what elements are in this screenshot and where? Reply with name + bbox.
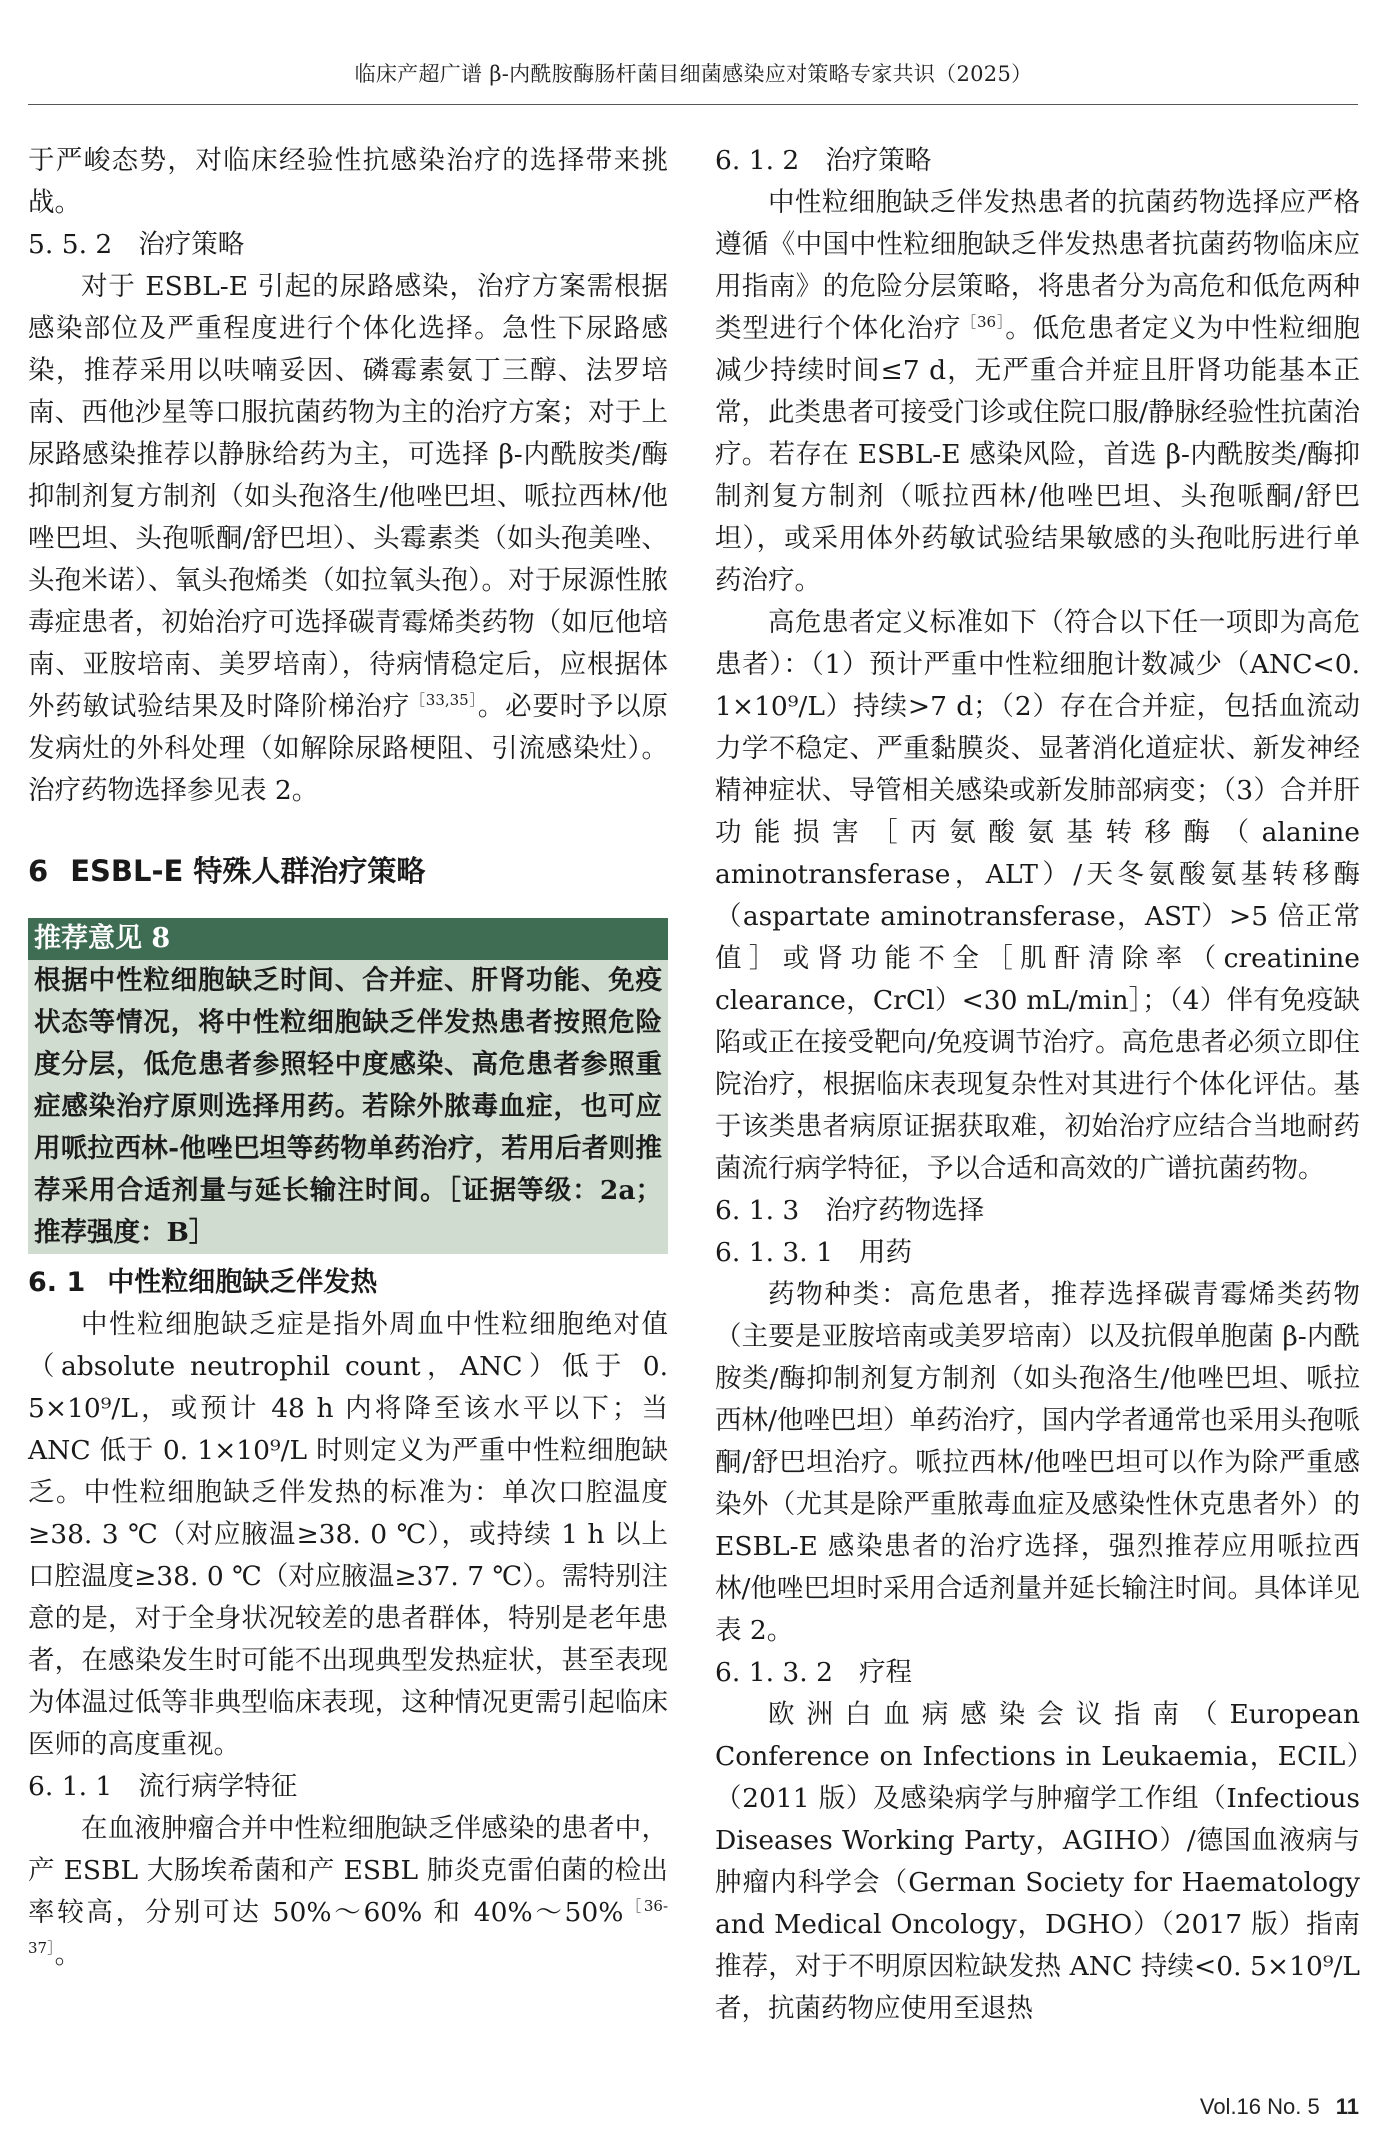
heading-6-1-3 xyxy=(715,1190,1360,1232)
heading-6-1-2 xyxy=(715,140,1360,182)
heading-text: 中性粒细胞缺乏伴发热 xyxy=(107,1267,378,1298)
heading-text: 疗程 xyxy=(858,1657,912,1688)
paragraph-6-1-3-2: 欧洲白血病感染会议指南（European Conference on Infections in Leukaemia，ECIL）（2011 版）及感染病学与肿瘤学工作组（Infectious Diseases Working Party，AGIHO）/德国血液病与肿瘤内科学会（German Society for Haematology and Medical Oncology，DGHO）（2017 版）指南推荐，对于不明原因粒缺发热 ANC 持续<0. 5×10⁹/L 者，抗菌药物应使用至退热 xyxy=(715,1699,1360,2024)
paragraph-text: 。必要时予以原发病灶的外科处理（如解除尿路梗阻、引流感染灶）。治疗药物选择参见表 2。 xyxy=(28,691,669,806)
recommendation-box xyxy=(28,918,668,1254)
paragraph-6-1-1 xyxy=(28,1808,668,1976)
heading-number: 6. 1. 1 xyxy=(28,1771,113,1802)
paragraph-6-1-3-1: 药物种类：高危患者，推荐选择碳青霉烯类药物（主要是亚胺培南或美罗培南）以及抗假单胞菌 β-内酰胺类/酶抑制剂复方制剂（如头孢洛生/他唑巴坦、哌拉西林/他唑巴坦）单药治疗，国内学者通常也采用头孢哌酮/舒巴坦治疗。哌拉西林/他唑巴坦可以作为除严重感染外（尤其是除严重脓毒血症及感染性休克患者外）的 ESBL-E 感染患者的治疗选择，强烈推荐应用哌拉西林/他唑巴坦时采用合适剂量并延长输注时间。具体详见表 2。 xyxy=(715,1279,1360,1646)
section-6-heading xyxy=(28,850,668,892)
heading-number: 6. 1 xyxy=(28,1267,86,1298)
header-divider xyxy=(28,104,1358,105)
heading-6-1-3-2 xyxy=(715,1652,1360,1694)
paragraph-text: 对于 ESBL-E 引起的尿路感染，治疗方案需根据感染部位及严重程度进行个体化选择。急性下尿路感染，推荐采用以呋喃妥因、磷霉素氨丁三醇、法罗培南、西他沙星等口服抗菌药物为主的治疗方案；对于上尿路感染推荐以静脉给药为主，可选择 β-内酰胺类/酶抑制剂复方制剂（如头孢洛生/他唑巴坦、哌拉西林/他唑巴坦、头孢哌酮/舒巴坦）、头霉素类（如头孢美唑、头孢米诺）、氧头孢烯类（如拉氧头孢）。对于尿源性脓毒症患者，初始治疗可选择碳青霉烯类药物（如厄他培南、亚胺培南、美罗培南），待病情稳定后，应根据体外药敏试验结果及时降阶梯治疗 xyxy=(28,271,668,722)
heading-number: 6. 1. 2 xyxy=(715,145,800,176)
left-column xyxy=(28,140,668,1976)
journal-volume: Vol.16 No. 5 xyxy=(1199,2094,1320,2119)
heading-text: 治疗策略 xyxy=(138,229,245,260)
heading-6-1-3-1 xyxy=(715,1232,1360,1274)
heading-number: 6. 1. 3. 1 xyxy=(715,1237,833,1268)
paragraph-6-1-2-b: 高危患者定义标准如下（符合以下任一项即为高危患者）：（1）预计严重中性粒细胞计数减少（ANC<0. 1×10⁹/L）持续>7 d；（2）存在合并症，包括血流动力学不稳定、严重黏膜炎、显著消化道症状、新发神经精神症状、导管相关感染或新发肺部病变；（3）合并肝功能损害［丙氨酸氨基转移酶（alanine aminotransferase，ALT）/天冬氨酸氨基转移酶（aspartate aminotransferase，AST）>5 倍正常值］或肾功能不全［肌酐清除率（creatinine clearance，CrCl）<30 mL/min］；（4）伴有免疫缺陷或正在接受靶向/免疫调节治疗。高危患者必须立即住院治疗，根据临床表现复杂性对其进行个体化评估。基于该类患者病原证据获取难，初始治疗应结合当地耐药菌流行病学特征，予以合适和高效的广谱抗菌药物。 xyxy=(715,607,1360,1184)
carryover-paragraph: 于严峻态势，对临床经验性抗感染治疗的选择带来挑战。 xyxy=(28,145,668,218)
page-number: 11 xyxy=(1335,2094,1359,2119)
paragraph-6-1-2-a xyxy=(715,182,1360,602)
heading-text: 流行病学特征 xyxy=(138,1771,298,1802)
page-footer xyxy=(1200,2094,1359,2120)
heading-text: 治疗策略 xyxy=(825,145,932,176)
heading-number: 6. 1. 3. 2 xyxy=(715,1657,833,1688)
paragraph-text: 。低危患者定义为中性粒细胞减少持续时间≤7 d，无严重合并症且肝肾功能基本正常，此类患者可接受门诊或住院口服/静脉经验性抗菌治疗。若存在 ESBL-E 感染风险，首选 β-内酰胺类/酶抑制剂复方制剂（哌拉西林/他唑巴坦、头孢哌酮/舒巴坦），或采用体外药敏试验结果敏感的头孢吡肟进行单药治疗。 xyxy=(715,313,1360,596)
heading-number: 6. 1. 3 xyxy=(715,1195,800,1226)
section-title: ESBL-E 特殊人群治疗策略 xyxy=(70,854,426,888)
recommendation-body: 根据中性粒细胞缺乏时间、合并症、肝肾功能、免疫状态等情况，将中性粒细胞缺乏伴发热患者按照危险度分层，低危患者参照轻中度感染、高危患者参照重症感染治疗原则选择用药。若除外脓毒血症，也可应用哌拉西林-他唑巴坦等药物单药治疗，若用后者则推荐采用合适剂量与延长输注时间。［证据等级：2a；推荐强度：B］ xyxy=(28,960,668,1254)
heading-number: 5. 5. 2 xyxy=(28,229,113,260)
running-header-title: 临床产超广谱 β-内酰胺酶肠杆菌目细菌感染应对策略专家共识（2025） xyxy=(354,62,1033,86)
section-number: 6 xyxy=(28,854,49,888)
recommendation-title: 推荐意见 8 xyxy=(28,918,668,960)
paragraph-text: 。 xyxy=(54,1939,82,1970)
paragraph-5-5-2 xyxy=(28,266,668,812)
citation-ref: ［36］ xyxy=(961,313,1006,332)
citation-ref: ［33,35］ xyxy=(410,691,478,710)
paragraph-text: 中性粒细胞缺乏伴发热患者的抗菌药物选择应严格遵循《中国中性粒细胞缺乏伴发热患者抗菌药物临床应用指南》的危险分层策略，将患者分为高危和低危两种类型进行个体化治疗 xyxy=(715,187,1360,344)
citation-ref: ［36-37］ xyxy=(28,1897,669,1958)
heading-6-1 xyxy=(28,1262,668,1304)
heading-6-1-1 xyxy=(28,1766,668,1808)
heading-text: 用药 xyxy=(858,1237,912,1268)
heading-5-5-2 xyxy=(28,224,668,266)
right-column xyxy=(715,140,1360,2030)
paragraph-6-1: 中性粒细胞缺乏症是指外周血中性粒细胞绝对值（absolute neutrophil count，ANC）低于 0. 5×10⁹/L，或预计 48 h 内将降至该水平以下；当 ANC 低于 0. 1×10⁹/L 时则定义为严重中性粒细胞缺乏。中性粒细胞缺乏伴发热的标准为：单次口腔温度≥38. 3 ℃（对应腋温≥38. 0 ℃），或持续 1 h 以上口腔温度≥38. 0 ℃（对应腋温≥37. 7 ℃）。需特别注意的是，对于全身状况较差的患者群体，特别是老年患者，在感染发生时可能不出现典型发热症状，甚至表现为体温过低等非典型临床表现，这种情况更需引起临床医师的高度重视。 xyxy=(28,1309,668,1760)
heading-text: 治疗药物选择 xyxy=(825,1195,985,1226)
paragraph-text: 在血液肿瘤合并中性粒细胞缺乏伴感染的患者中，产 ESBL 大肠埃希菌和产 ESBL 肺炎克雷伯菌的检出率较高，分别可达 50%～60% 和 40%～50% xyxy=(28,1813,668,1928)
